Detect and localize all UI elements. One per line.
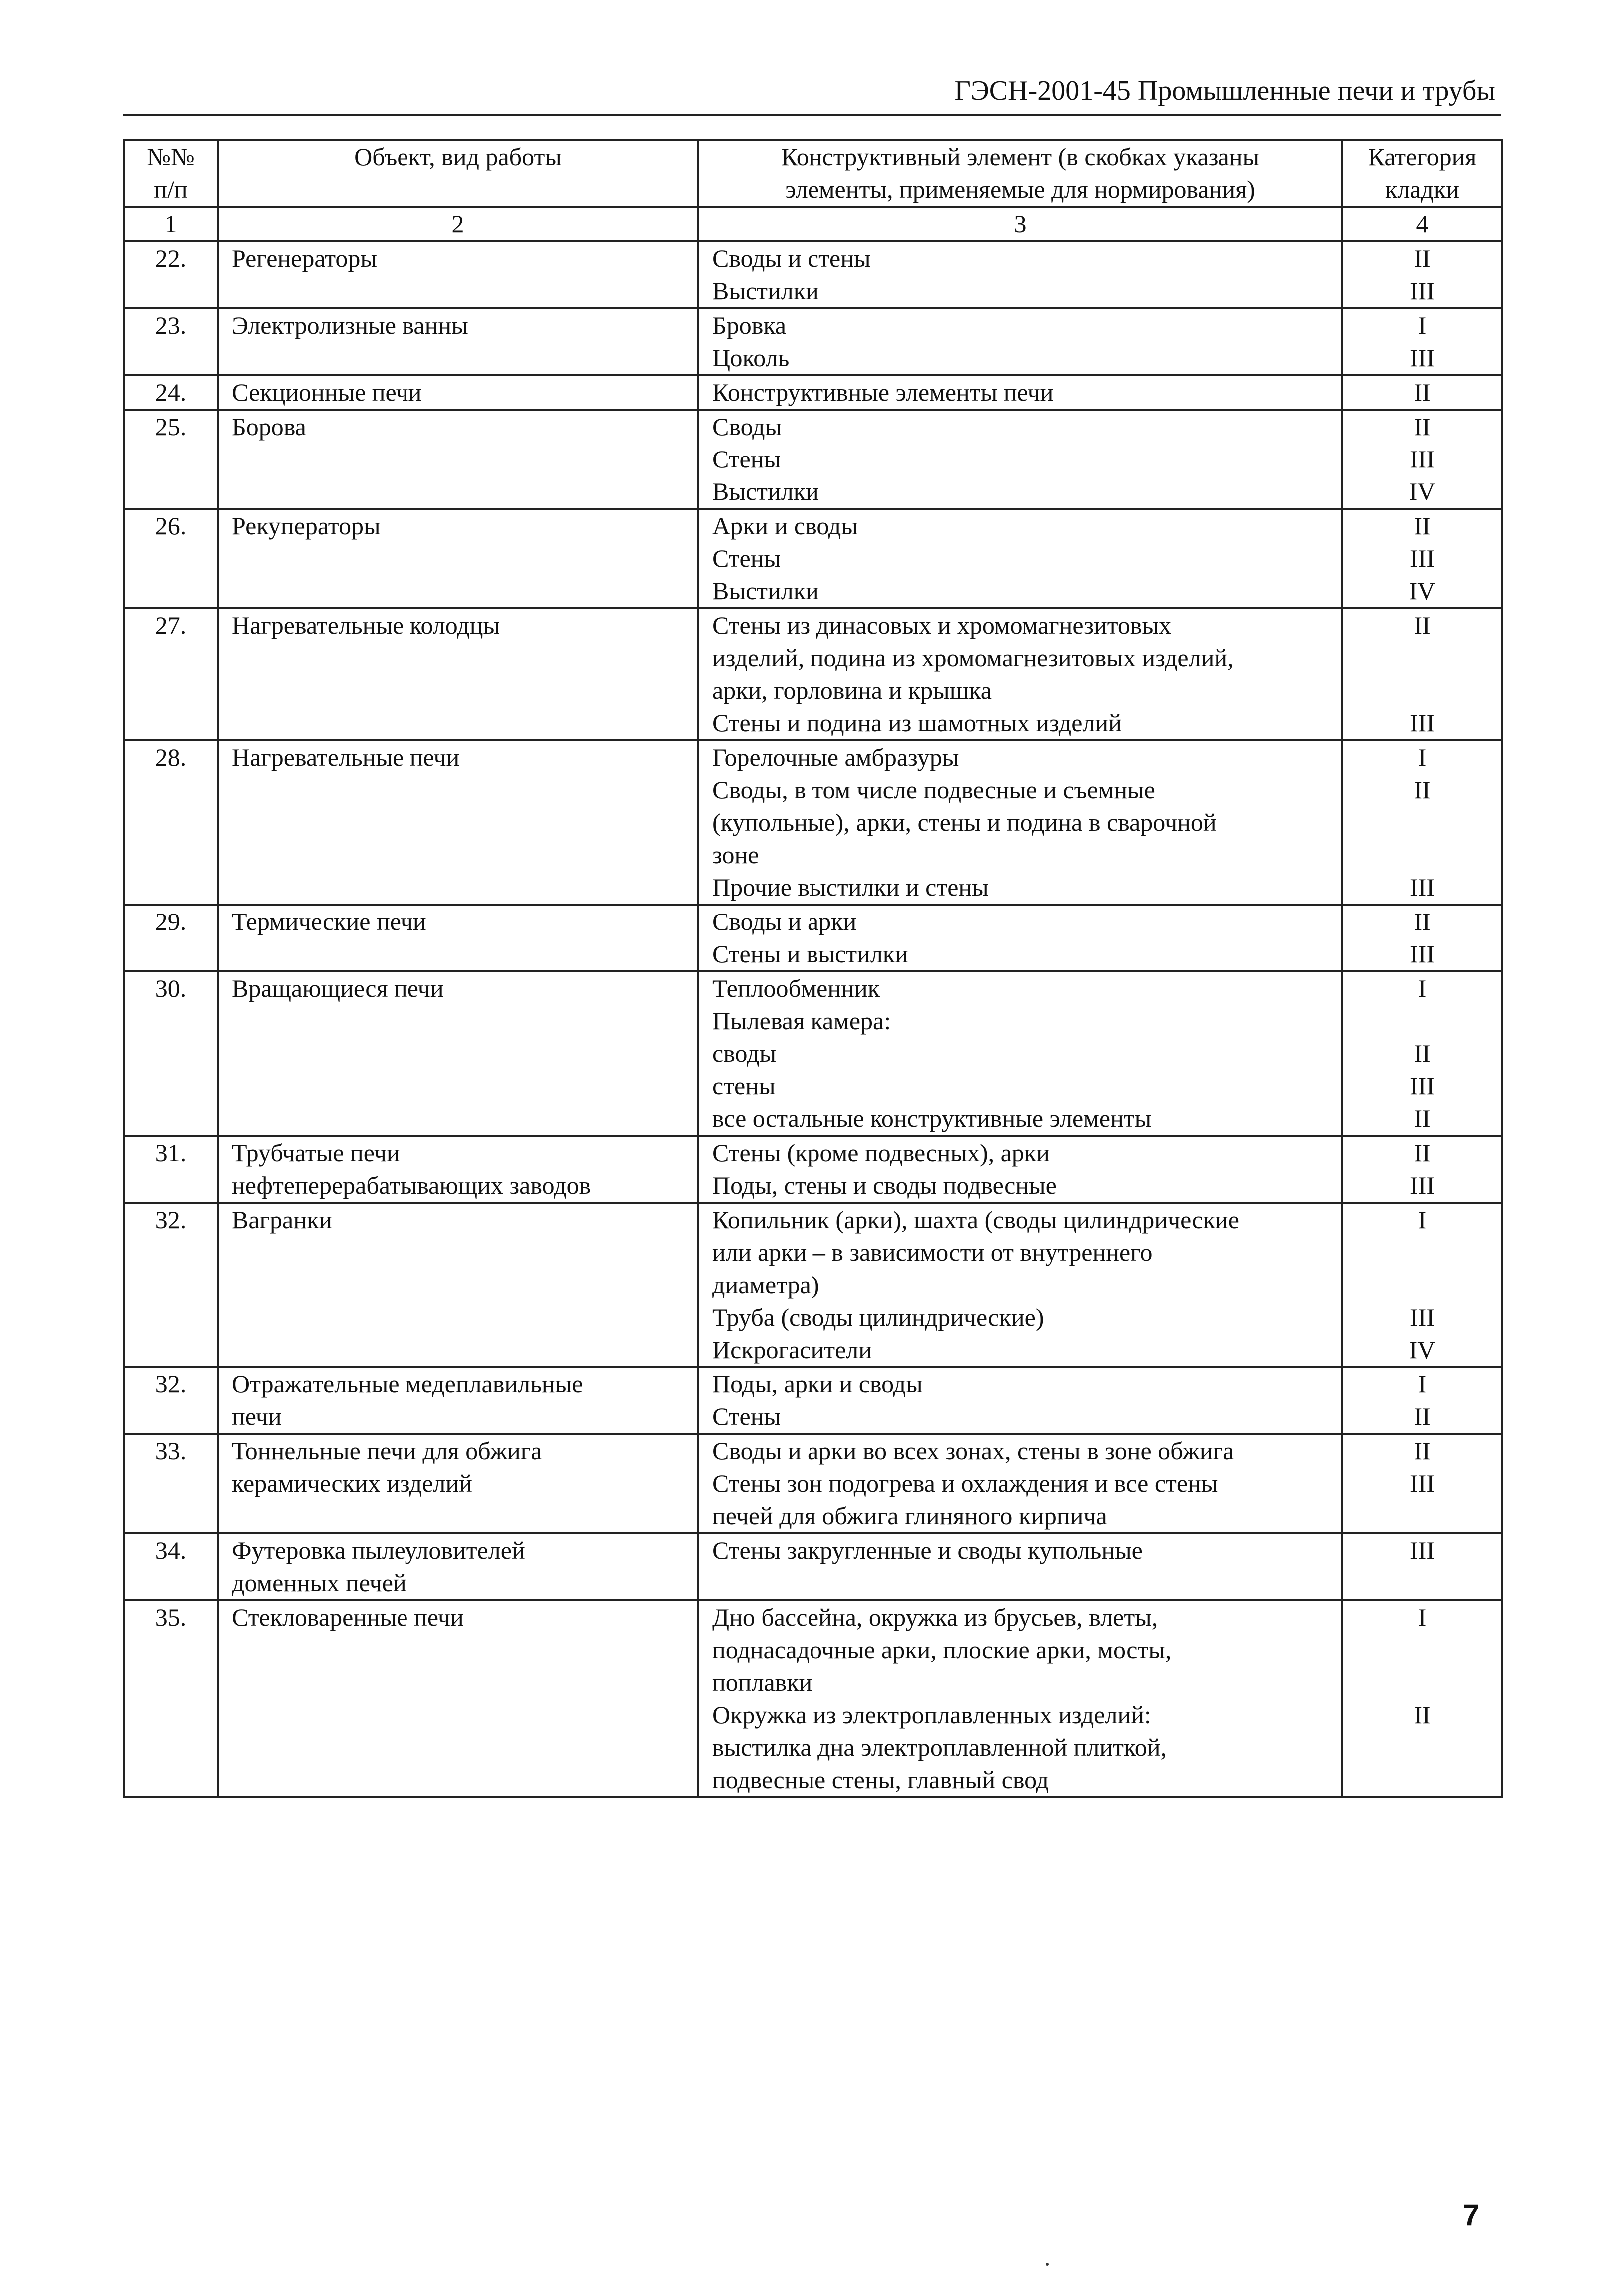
object-cell <box>218 1434 698 1533</box>
row-number-cell: 31. <box>124 1136 218 1203</box>
object-cell <box>218 1533 698 1600</box>
object-line: печи <box>232 1402 282 1430</box>
object-line: Нагревательные колодцы <box>232 611 500 639</box>
element-cell <box>698 1434 1342 1533</box>
category-line: III <box>1410 1469 1435 1497</box>
row-number-cell: 34. <box>124 1533 218 1600</box>
element-line: Труба (своды цилиндрические) <box>712 1303 1044 1331</box>
object-cell <box>218 241 698 308</box>
category-line: III <box>1410 344 1435 372</box>
element-cell <box>698 740 1342 905</box>
element-line: Своды и стены <box>712 244 871 272</box>
element-cell <box>698 308 1342 375</box>
object-line: Регенераторы <box>232 244 378 272</box>
category-line: III <box>1410 1072 1435 1100</box>
table-row <box>124 1136 1502 1203</box>
row-number-cell: 32. <box>124 1203 218 1367</box>
category-cell <box>1342 241 1502 308</box>
element-line: Стены <box>712 445 781 473</box>
element-line: диаметра) <box>712 1271 819 1299</box>
object-line: Футеровка пылеуловителей <box>232 1536 525 1564</box>
table-header-row <box>124 140 1502 207</box>
category-line: I <box>1418 1603 1427 1631</box>
category-line: II <box>1414 1402 1431 1430</box>
category-line: II <box>1414 378 1431 406</box>
object-cell <box>218 1367 698 1434</box>
row-number-cell: 22. <box>124 241 218 308</box>
table-row <box>124 1600 1502 1797</box>
header-cell-number: №№ п/п <box>124 140 218 207</box>
object-line: доменных печей <box>232 1569 406 1597</box>
element-line: Стены зон подогрева и охлаждения и все стены <box>712 1469 1218 1497</box>
element-line: или арки – в зависимости от внутреннего <box>712 1238 1153 1266</box>
category-line: II <box>1414 1039 1431 1067</box>
category-cell <box>1342 1203 1502 1367</box>
object-cell <box>218 1136 698 1203</box>
element-cell <box>698 509 1342 608</box>
row-number-cell: 29. <box>124 905 218 971</box>
object-cell <box>218 1203 698 1367</box>
category-line: II <box>1414 413 1431 441</box>
element-line: Копильник (арки), шахта (своды цилиндрические <box>712 1206 1239 1234</box>
category-line: III <box>1410 1536 1435 1564</box>
object-line: Термические печи <box>232 908 426 935</box>
element-line: Прочие выстилки и стены <box>712 873 989 901</box>
element-cell <box>698 971 1342 1136</box>
table-row <box>124 971 1502 1136</box>
element-line: Своды <box>712 413 782 441</box>
column-numbers-row <box>124 207 1502 241</box>
category-line <box>1356 839 1488 871</box>
column-number: 1 <box>124 207 218 241</box>
table-row <box>124 1533 1502 1600</box>
element-line: Окружка из электроплавленных изделий: <box>712 1701 1151 1729</box>
category-line: II <box>1414 908 1431 935</box>
category-cell <box>1342 740 1502 905</box>
element-line: Выстилки <box>712 477 819 505</box>
table-row <box>124 1434 1502 1533</box>
category-cell <box>1342 1600 1502 1797</box>
column-number: 4 <box>1342 207 1502 241</box>
category-line: III <box>1410 940 1435 968</box>
category-line: III <box>1410 544 1435 572</box>
category-cell <box>1342 1434 1502 1533</box>
category-cell <box>1342 410 1502 509</box>
category-line <box>1356 642 1488 674</box>
element-line: Стены из динасовых и хромомагнезитовых <box>712 611 1172 639</box>
element-line: Конструктивные элементы печи <box>712 378 1054 406</box>
element-line: Своды и арки во всех зонах, стены в зоне обжига <box>712 1437 1234 1465</box>
category-line <box>1356 1666 1488 1699</box>
header-rule <box>123 114 1501 116</box>
element-cell <box>698 1136 1342 1203</box>
category-cell <box>1342 509 1502 608</box>
element-line: изделий, подина из хромомагнезитовых изделий, <box>712 644 1234 672</box>
category-cell <box>1342 375 1502 410</box>
header-cell-element: Конструктивный элемент (в скобках указаны элементы, применяемые для нормирования) <box>698 140 1342 207</box>
element-line: выстилка дна электроплавленной плиткой, <box>712 1733 1167 1761</box>
element-line: Теплообменник <box>712 974 880 1002</box>
category-line: III <box>1410 873 1435 901</box>
table-body <box>124 241 1502 1797</box>
table-row <box>124 905 1502 971</box>
category-cell <box>1342 905 1502 971</box>
category-line: II <box>1414 1104 1431 1132</box>
category-line: IV <box>1409 477 1436 505</box>
category-line <box>1356 1236 1488 1269</box>
category-line: II <box>1414 244 1431 272</box>
element-line: Арки и своды <box>712 512 858 540</box>
category-line: II <box>1414 512 1431 540</box>
element-line: своды <box>712 1039 777 1067</box>
element-cell <box>698 905 1342 971</box>
category-line: II <box>1414 1437 1431 1465</box>
object-cell <box>218 410 698 509</box>
category-line <box>1356 806 1488 839</box>
category-line: II <box>1414 1701 1431 1729</box>
element-line: поплавки <box>712 1668 812 1696</box>
category-line: III <box>1410 445 1435 473</box>
row-number-cell: 24. <box>124 375 218 410</box>
object-line: Борова <box>232 413 306 441</box>
row-number-cell: 33. <box>124 1434 218 1533</box>
object-line: Вращающиеся печи <box>232 974 444 1002</box>
category-line: III <box>1410 277 1435 305</box>
element-cell <box>698 1600 1342 1797</box>
element-line: зоне <box>712 841 759 869</box>
object-line: Тоннельные печи для обжига <box>232 1437 542 1465</box>
table-row <box>124 1367 1502 1434</box>
header-cell-category: Категория кладки <box>1342 140 1502 207</box>
category-line <box>1356 1269 1488 1301</box>
object-cell <box>218 740 698 905</box>
element-cell <box>698 410 1342 509</box>
element-line: поднасадочные арки, плоские арки, мосты, <box>712 1636 1172 1664</box>
object-line: Электролизные ванны <box>232 311 468 339</box>
element-line: (купольные), арки, стены и подина в сварочной <box>712 808 1217 836</box>
element-line: Дно бассейна, окружка из брусьев, влеты, <box>712 1603 1158 1631</box>
category-cell <box>1342 1533 1502 1600</box>
object-line: Нагревательные печи <box>232 743 460 771</box>
element-line: Пылевая камера: <box>712 1007 891 1035</box>
element-cell <box>698 241 1342 308</box>
element-line: Стены <box>712 544 781 572</box>
object-line: Отражательные медеплавильные <box>232 1370 583 1398</box>
object-line: Вагранки <box>232 1206 333 1234</box>
category-line: I <box>1418 1370 1427 1398</box>
column-number: 3 <box>698 207 1342 241</box>
element-line: Поды, арки и своды <box>712 1370 923 1398</box>
category-line: I <box>1418 1206 1427 1234</box>
table-row <box>124 241 1502 308</box>
object-line: Рекуператоры <box>232 512 381 540</box>
row-number-cell: 30. <box>124 971 218 1136</box>
object-line: Трубчатые печи <box>232 1139 400 1167</box>
category-line: III <box>1410 1303 1435 1331</box>
row-number-cell: 25. <box>124 410 218 509</box>
element-line: все остальные конструктивные элементы <box>712 1104 1152 1132</box>
table-row <box>124 410 1502 509</box>
row-number-cell: 23. <box>124 308 218 375</box>
object-cell <box>218 308 698 375</box>
category-line: II <box>1414 611 1431 639</box>
category-cell <box>1342 1367 1502 1434</box>
object-cell <box>218 1600 698 1797</box>
row-number-cell: 26. <box>124 509 218 608</box>
element-line: Стены закругленные и своды купольные <box>712 1536 1143 1564</box>
object-cell <box>218 971 698 1136</box>
category-line: III <box>1410 709 1435 737</box>
row-number-cell: 27. <box>124 608 218 740</box>
category-cell <box>1342 308 1502 375</box>
element-line: Бровка <box>712 311 787 339</box>
table-row <box>124 740 1502 905</box>
table-row <box>124 308 1502 375</box>
element-cell <box>698 1203 1342 1367</box>
element-line: подвесные стены, главный свод <box>712 1766 1049 1794</box>
object-cell <box>218 509 698 608</box>
table-row <box>124 1203 1502 1367</box>
category-line: I <box>1418 311 1427 339</box>
table-row <box>124 509 1502 608</box>
element-cell <box>698 1533 1342 1600</box>
category-line: I <box>1418 743 1427 771</box>
table-row <box>124 375 1502 410</box>
category-line <box>1356 1634 1488 1666</box>
element-line: стены <box>712 1072 776 1100</box>
element-line: Своды, в том числе подвесные и съемные <box>712 776 1155 804</box>
element-line: Стены (кроме подвесных), арки <box>712 1139 1050 1167</box>
element-line: печей для обжига глиняного кирпича <box>712 1502 1107 1530</box>
element-line: Цоколь <box>712 344 790 372</box>
row-number-cell: 35. <box>124 1600 218 1797</box>
running-header: ГЭСН-2001-45 Промышленные печи и трубы <box>954 75 1495 106</box>
element-line: Стены <box>712 1402 781 1430</box>
category-line: I <box>1418 974 1427 1002</box>
element-line: Поды, стены и своды подвесные <box>712 1171 1057 1199</box>
element-line: Стены и подина из шамотных изделий <box>712 709 1122 737</box>
category-line: IV <box>1409 577 1436 605</box>
category-line: III <box>1410 1171 1435 1199</box>
column-number: 2 <box>218 207 698 241</box>
object-cell <box>218 905 698 971</box>
category-line <box>1356 1764 1488 1796</box>
object-line: керамических изделий <box>232 1469 472 1497</box>
element-line: Искрогасители <box>712 1336 872 1364</box>
object-line: Стекловаренные печи <box>232 1603 464 1631</box>
category-cell <box>1342 971 1502 1136</box>
category-line: II <box>1414 1139 1431 1167</box>
object-line: нефтеперерабатывающих заводов <box>232 1171 591 1199</box>
element-line: Стены и выстилки <box>712 940 908 968</box>
category-cell <box>1342 608 1502 740</box>
element-line: Своды и арки <box>712 908 857 935</box>
object-cell <box>218 608 698 740</box>
object-line: Секционные печи <box>232 378 422 406</box>
scan-speck <box>1046 2263 1049 2266</box>
category-line: II <box>1414 776 1431 804</box>
category-cell <box>1342 1136 1502 1203</box>
masonry-category-table <box>123 139 1503 1798</box>
category-line: IV <box>1409 1336 1436 1364</box>
category-line <box>1356 674 1488 707</box>
category-line <box>1356 1005 1488 1037</box>
element-cell <box>698 608 1342 740</box>
object-cell <box>218 375 698 410</box>
category-line <box>1356 1500 1488 1532</box>
element-cell <box>698 375 1342 410</box>
table-row <box>124 608 1502 740</box>
element-line: Выстилки <box>712 277 819 305</box>
header-cell-object: Объект, вид работы <box>218 140 698 207</box>
row-number-cell: 32. <box>124 1367 218 1434</box>
row-number-cell: 28. <box>124 740 218 905</box>
element-line: Горелочные амбразуры <box>712 743 959 771</box>
category-line <box>1356 1731 1488 1764</box>
element-line: Выстилки <box>712 577 819 605</box>
element-cell <box>698 1367 1342 1434</box>
element-line: арки, горловина и крышка <box>712 676 992 704</box>
page-number: 7 <box>1463 2198 1480 2232</box>
